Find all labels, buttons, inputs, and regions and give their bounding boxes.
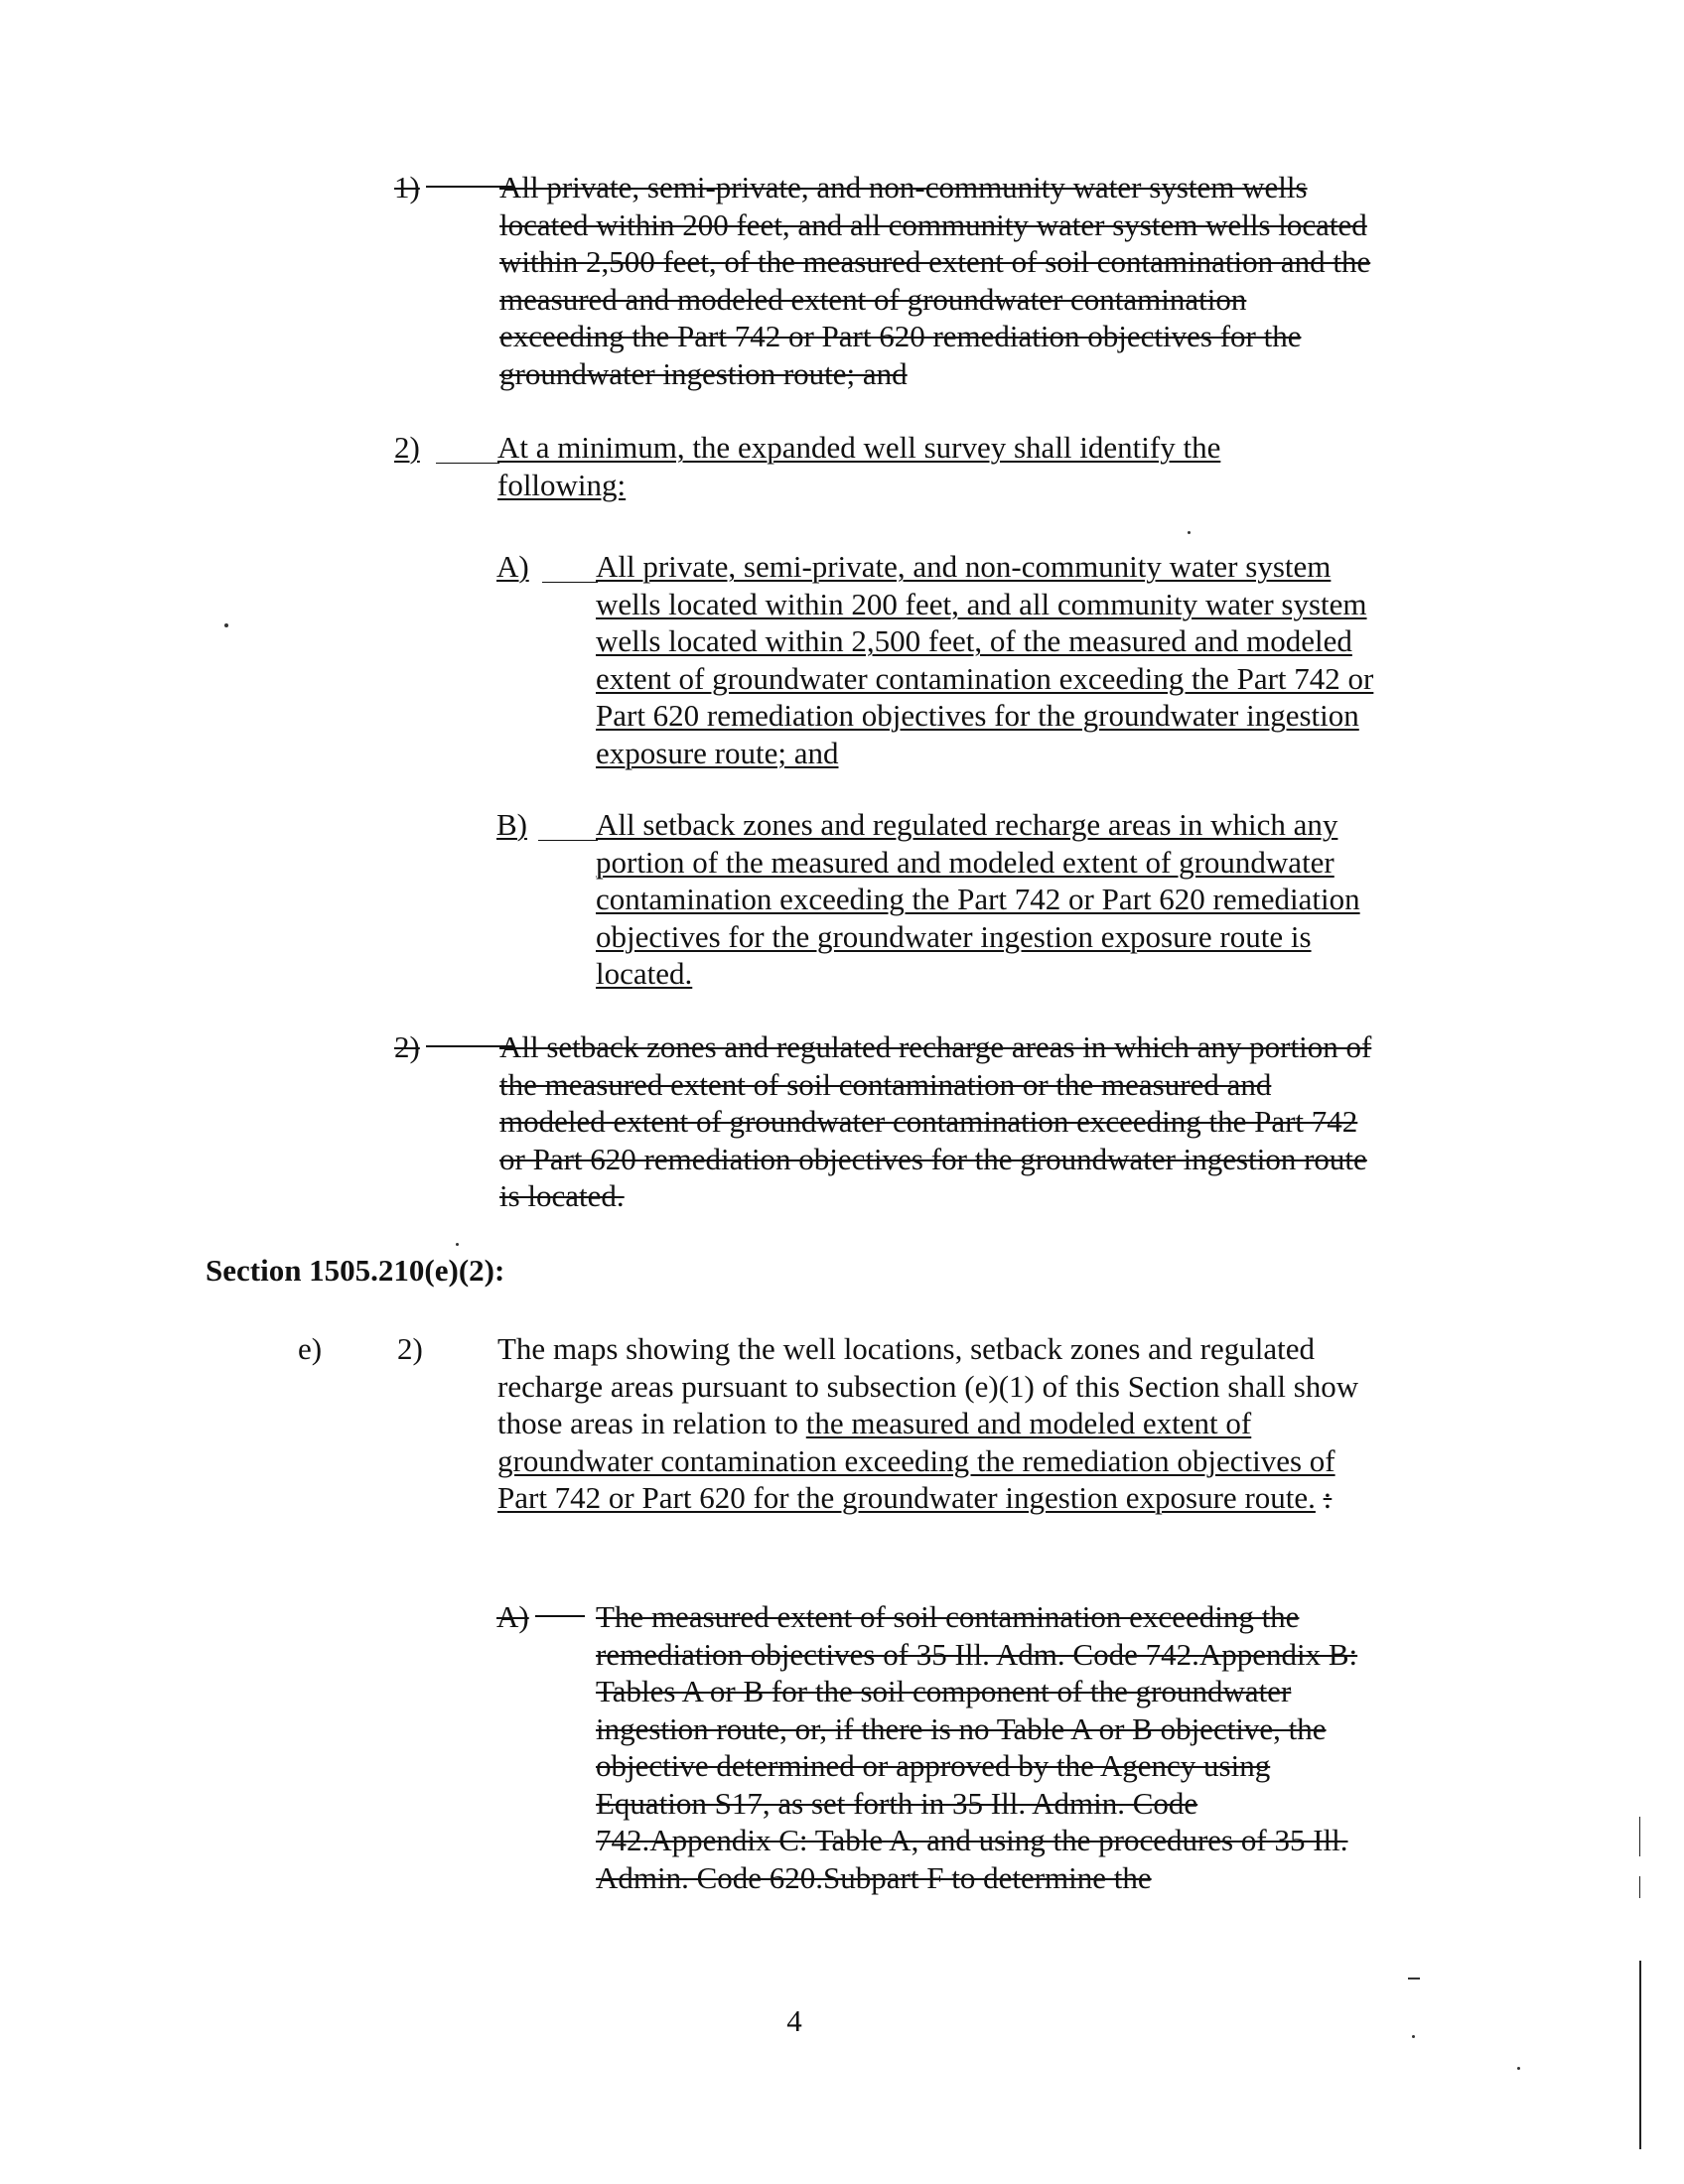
scan-speck [456, 1243, 459, 1246]
scan-speck [1412, 2035, 1415, 2038]
page-number: 4 [786, 2003, 802, 2038]
inserted-paragraph-text: All setback zones and regulated recharge areas in which any portion of the measured and modeled extent of groundwater contamination exceeding the Part 742 or Part 620 remediation objectives for the groundwater ingestion exposure route is located. [596, 807, 1360, 991]
deleted-paragraph-text: The measured extent of soil contamination exceeding the remediation objectives of 35 Ill. Adm. Code 742.Appendix B: Tables A or B for the soil component of the groundwater ingestion route, or, if there is no Table A or B objective, the objective determined or approved by the Agency using Equation S17, as set forth in 35 Ill. Admin. Code 742.Appendix C: Table A, and using the procedures of 35 Ill. Admin. Code 620.Subpart F to determine the [596, 1599, 1358, 1895]
scan-speck [1517, 2067, 1520, 2070]
subsection-marker-2: 2) [397, 1331, 423, 1366]
inserted-paragraph-text: All private, semi-private, and non-community water system wells located within 200 feet, and all community water system wells located within 2,500 feet, of the measured and modeled extent of groundwater contamination exceeding the Part 742 or Part 620 remediation objectives for the groundwater ingestion exposure route; and [596, 549, 1374, 770]
inserted-paragraph-text: At a minimum, the expanded well survey shall identify the following: [497, 430, 1221, 502]
item-marker: 2) [394, 1028, 513, 1066]
item-marker: 1) [394, 169, 513, 206]
scan-speck [224, 623, 228, 627]
leader-line [538, 840, 598, 841]
deleted-item-1 [394, 169, 1377, 397]
inserted-item-2 [394, 429, 1377, 508]
item-marker: A) [496, 549, 529, 584]
scan-edge-mark [1639, 1961, 1641, 2149]
scan-speck [1188, 531, 1191, 534]
scan-speck [1408, 1978, 1420, 1979]
deleted-subitem-a [496, 1598, 1390, 1926]
section-heading: Section 1505.210(e)(2): [206, 1253, 505, 1288]
inserted-subitem-b [496, 806, 1390, 1005]
inserted-subitem-a [496, 548, 1390, 776]
section-e2-paragraph [298, 1330, 1390, 1578]
section-e2-text [497, 1330, 1371, 1517]
deleted-paragraph-text: All setback zones and regulated recharge areas in which any portion of the measured extent of soil contamination or the measured and modeled extent of groundwater contamination exceeding the Part 742 or Part 620 remediation objectives for the groundwater ingestion route is located. [499, 1029, 1372, 1213]
scan-edge-mark [1639, 1876, 1640, 1898]
deleted-item-2 [394, 1028, 1377, 1227]
item-marker: 2) [394, 430, 420, 465]
inserted-text: the measured and modeled extent of groundwater contamination exceeding the remediation objectives of Part 742 or Part 620 for the groundwater ingestion exposure route. [497, 1406, 1335, 1515]
leader-line [436, 463, 499, 464]
leader-line [542, 582, 598, 583]
scan-edge-mark [1639, 1817, 1640, 1856]
plain-text: The maps showing the well locations, setback zones and regulated recharge areas pursuant to subsection (e)(1) of this Section shall show those areas in relation to [497, 1331, 1359, 1440]
deleted-text: : [1323, 1480, 1333, 1515]
item-marker: A) [496, 1598, 585, 1636]
subsection-marker-e: e) [298, 1331, 323, 1366]
item-marker: B) [496, 807, 527, 842]
deleted-paragraph-text: All private, semi-private, and non-community water system wells located within 200 feet, and all community water system wells located within 2,500 feet, of the measured extent of soil contamination and the measured and modeled extent of groundwater contamination exceeding the Part 742 or Part 620 remediation objectives for the groundwater ingestion route; and [499, 170, 1371, 391]
